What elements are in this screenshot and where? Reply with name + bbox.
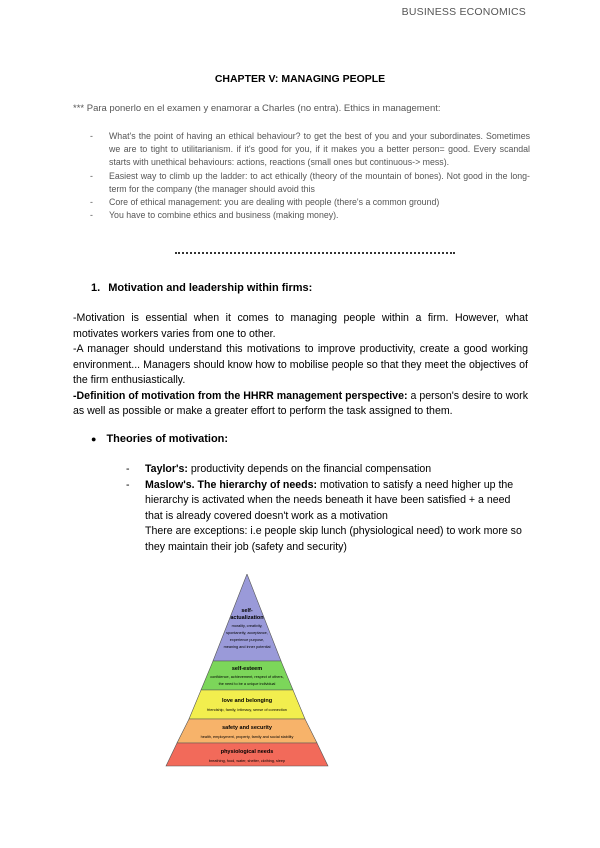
pyramid-title-self-actualization-2: actualization: [230, 615, 264, 621]
pyramid-desc-line: friendship, family, intimacy, sense of connection: [207, 708, 287, 712]
theories-heading: [91, 433, 228, 445]
dotted-divider: [175, 252, 455, 256]
pyramid-title-self-esteem: self-esteem: [231, 666, 263, 672]
pyramid-desc-line: the need to be a unique individual: [218, 682, 276, 686]
theories-title: Theories of motivation:: [106, 433, 229, 445]
section-number: 1.: [91, 282, 101, 294]
pyramid-title-physiological: physiological needs: [220, 749, 274, 755]
list-item: - What's the point of having an ethical behaviour? to get the best of you and your subordinates. Sometimes we are to tight to utilitarianism. if it's good for you, if it makes you a better person= good. Every scandal starts with unethical behaviours: actions, reactions (small ones but continuous-> mess).: [90, 130, 530, 170]
body-paragraphs: [73, 311, 528, 420]
ethics-note: *** Para ponerlo en el examen y enamorar a Charles (no entra). Ethics in management:: [73, 103, 441, 114]
theory-list: [126, 462, 530, 555]
definition-text: a person's desire to work as well as possible or make a greater effort to perform the task assigned to them.: [73, 389, 528, 417]
pyramid-desc-line: confidence, achievement, respect of others,: [210, 675, 284, 679]
ethics-list: [90, 130, 530, 222]
section-heading: [91, 282, 312, 294]
pyramid-level-safety: [177, 719, 317, 743]
pyramid-desc-line: health, employment, property, family and social stability: [200, 735, 294, 739]
paragraph-manager: -A manager should understand this motivations to improve productivity, create a good working environment... Managers should know how to mobilise people so that they meet the objectives of the firm enthusiastically.: [73, 343, 528, 386]
taylor-label: Taylor's:: [145, 463, 188, 475]
taylor-text: productivity depends on the financial compensation: [187, 463, 432, 475]
pyramid-level-love-belonging: [189, 690, 305, 719]
section-title: Motivation and leadership within firms:: [108, 282, 313, 294]
pyramid-title-safety: safety and security: [222, 725, 272, 731]
list-item: [126, 478, 530, 556]
bullet-icon: ●: [91, 434, 97, 444]
paragraph-motivation: -Motivation is essential when it comes to managing people within a firm. However, what motivates workers varies from one to other.: [73, 312, 528, 340]
list-item: - Easiest way to climb up the ladder: to act ethically (theory of the mountain of bones). Not good in the long-term for the company (the manager should avoid this: [90, 170, 530, 196]
pyramid-desc-line: breathing, food, water, shelter, clothing, sleep: [208, 759, 286, 763]
paragraph-definition: [73, 389, 528, 420]
pyramid-desc-line: morality, creativity,: [231, 624, 263, 628]
list-item: - You have to combine ethics and business (making money).: [90, 209, 530, 222]
pyramid-title-love-belonging: love and belonging: [221, 698, 273, 704]
pyramid-desc-line: experience purpose,: [229, 638, 265, 642]
maslow-text: motivation to satisfy a need higher up the hierarchy is activated when the needs beneath it have been satisfied + a need that is already covered doesn't work as a motivation: [145, 478, 514, 522]
list-item: - Core of ethical management: you are dealing with people (there's a common ground): [90, 196, 530, 209]
list-item: [126, 462, 530, 478]
document-header: BUSINESS ECONOMICS: [401, 6, 526, 18]
pyramid-title-self-actualization-1: self-: [241, 608, 253, 614]
definition-label: -Definition of motivation from the HHRR management perspective:: [73, 389, 408, 402]
maslow-label: Maslow's. The hierarchy of needs:: [145, 478, 318, 491]
pyramid-desc-line: meaning and inner potential: [223, 645, 271, 649]
pyramid-desc-line: spontaneity, acceptance,: [226, 631, 268, 635]
chapter-title: CHAPTER V: MANAGING PEOPLE: [214, 73, 386, 85]
maslow-pyramid: [165, 574, 435, 774]
maslow-exceptions: There are exceptions: i.e people skip lunch (physiological need) to work more so they maintain their job (safety and security): [145, 525, 522, 553]
